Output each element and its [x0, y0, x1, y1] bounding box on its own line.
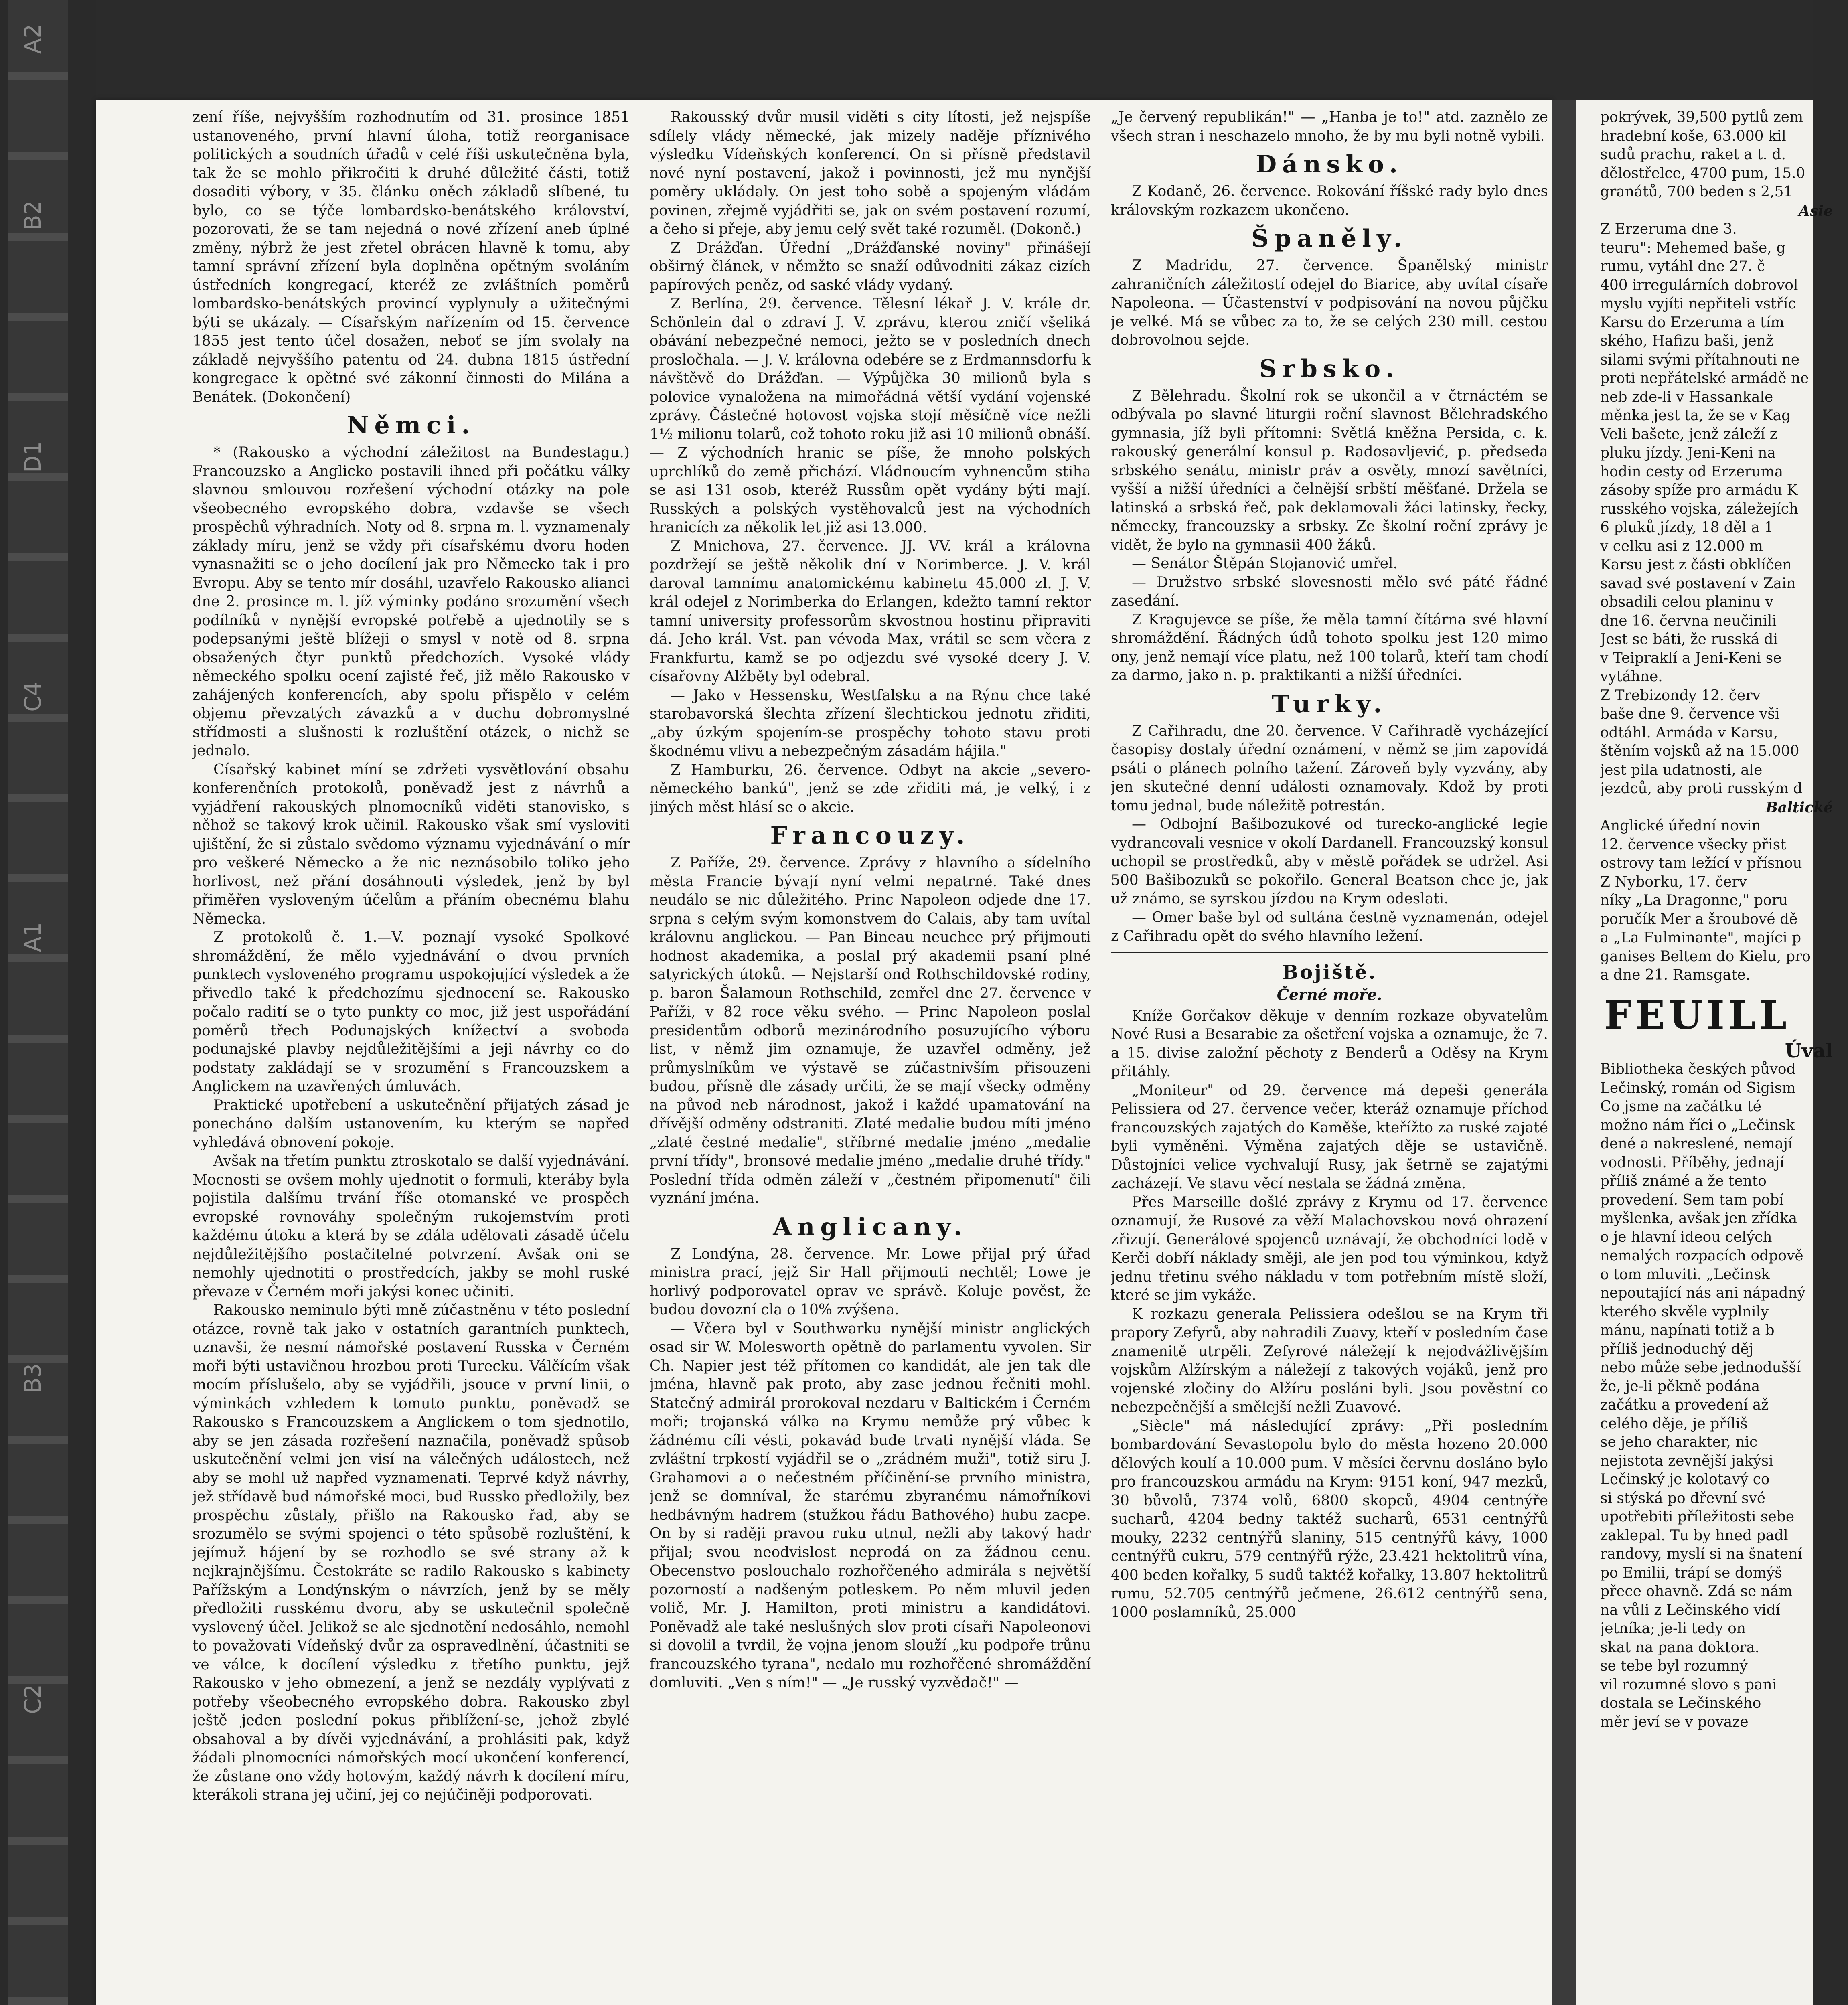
text-line: Lečinský, román od Sigism: [1600, 1079, 1796, 1096]
margin-mark: A1: [20, 922, 46, 952]
section-heading-dansko: Dánsko.: [1256, 150, 1403, 178]
text-line: Bibliotheka českých původ: [1600, 1061, 1796, 1077]
text-line: dené a nakreslené, nemají: [1600, 1136, 1793, 1152]
section-heading: Úval: [1785, 1039, 1833, 1062]
text-line: po Emilii, trápí se domýš: [1600, 1564, 1782, 1581]
paragraph: „Siècle" má následující zprávy: „Při posledním bombardování Sevastopolu bylo do města hozeno 20.000 dělových koulí a 10.000 pum. V měsíci červnu dosláno bylo pro francouzskou armádu na Krym: 9151 koní, 947 mezků, 30 bůvolů, 7374 volů, 6800 skopců, 4904 centnýře sucharů, 4204 bedny taktéž sucharů, 6531 centnýřů mouky, 2232 centnýřů slaniny, 515 centnýřů kávy, 1000 centnýřů cukru, 579 centnýřů rýže, 23.421 hektolitrů vína, 400 beden kořalky, 5 sudů taktéž kořalky, 13.807 hektolitrů rumu, 52.705 centnýřů ječmene, 26.612 centnýřů sena, 1000 poslamníků, 25.000: [1111, 1418, 1548, 1621]
text-line: možno nám říci o „Lečinsk: [1600, 1117, 1795, 1134]
paragraph: Z protokolů č. 1.—V. poznají vysoké Spolkové shromáždění, že mělo vyjednávání o dvou prvních punktech vysloveného programu uspokojující výsledek a že přivedlo také k předchozímu sjednocení se. Rakousko počalo radití se o tyto punkty co moc, již jest uspořádání poměrů třech Podunajských knížectví a svoboda podunajské plavby nejdůležitějšími a jeji návrhy co do podstaty zakládají se v srozumění s Francouzskem a Anglickem na uzavřených úmluvách.: [192, 929, 630, 1095]
text-line: skat na pana doktora.: [1600, 1639, 1760, 1656]
section-heading-francouzy: Francouzy.: [770, 822, 971, 850]
paragraph: — Družstvo srbské slovesnosti mělo své páté řádné zasedání.: [1111, 574, 1548, 609]
text-line: 400 irregulárních dobrovol: [1600, 277, 1798, 294]
paragraph: Z Paříže, 29. července. Zprávy z hlavního a sídelního města Francie bývají nyní velmi nepatrné. Také dnes neudálo se nic důležitého. Princ Napoleon odjede dne 17. srpna s celým svým komonstvem do Calais, aby tam uvítal královnu anglickou. — Pan Bineau neuchce prý přijmouti hodnost akademika, a poslal prý akademii psaní plné satyrických útoků. — Nejstarší ond Rothschildovské rodiny, p. baron Šalamoun Rothschild, zemřel dne 27. července v Paříži, v 82 roce věku svého. — Princ Napoleon poslal presidentům odborů mezinárodního posuzujícího výboru list, v němž jim oznamuje, že uzavřel odměny, jež průmyslníkům ve výstavě se zúčastnivším přisouzeni budou, přísně dle zásady určiti, že se mají všecky odměny na původ neb národnost, jakož i každé upamatování na dřívější odměny odstraniti. Zlaté medalie budou míti jméno „zlaté čestné medalie", stříbrné medalie jméno „medalie první třídy", bronsové medalie jméno „medalie druhé třídy." Poslední třída odměn záleží v „čestném připomenutí" čili vyznání jména.: [650, 855, 1091, 1207]
paragraph: „Moniteur" od 29. července má depeši generála Pelissiera od 27. července večer, kteráž oznamuje příchod francouzských zajatých do Kaměše, kteřížto za ruské zajaté byli vyměněni. Výměna zajatých děje se ustavičně. Důstojníci velice vychvalují Rusy, jak šetrně se zajatými zacházejí. Ve stavu věcí nestala se žádná změna.: [1111, 1082, 1548, 1192]
text-line: rusského vojska, záležejích: [1600, 500, 1799, 517]
text-line: Karsu do Erzeruma a tím: [1600, 314, 1785, 331]
text-line: pluku jízdy. Jeni-Keni na: [1600, 445, 1776, 461]
paragraph: Z Madridu, 27. července. Španělský ministr zahraničních záležitostí odejel do Biarice, aby uvítal císaře Napoleona. — Účastenství v podpisování na novou půjčku je velké. Má se vůbec za to, že se celých 230 mill. cestou dobrovolnou sejde.: [1111, 257, 1548, 348]
text-line: neb zde-li v Hassankale: [1600, 389, 1773, 405]
margin-mark: C4: [20, 682, 46, 712]
paragraph: „Je červený republikán!" — „Hanba je to!" atd. zaznělo ze všech stran i neschazelo mnoho, že by mu byli notně vybili.: [1111, 109, 1548, 144]
section-heading-nemci: Němci.: [346, 411, 476, 439]
text-line: Z Nyborku, 17. červ: [1600, 873, 1747, 890]
text-line: nebo může sebe jednodušší: [1600, 1359, 1801, 1376]
text-line: přece ohavně. Zdá se nám: [1600, 1583, 1793, 1600]
paragraph: Z Kragujevce se píše, že měla tamní čítárna své hlavní shromáždění. Řádných údů tohoto spolku jest 120 mimo ony, jenž nemají více platu, než 100 tolarů, kteří tam chodí za darmo, jako n. p. praktikanti a nižší úředníci.: [1111, 611, 1548, 684]
article-column-3: [1111, 108, 1548, 2005]
margin-mark: D1: [20, 441, 46, 473]
text-line: hodin cesty od Erzeruma: [1600, 463, 1783, 480]
paragraph: — Jako v Hessensku, Westfalsku a na Rýnu chce také starobavorská šlechta zřízení šlechtickou jednotu zřiditi, „aby úzkým spojením-se prospěchy tohoto stavu proti škodnému vlivu a nebezpečným zásadám hájila.": [650, 687, 1091, 759]
text-line: dne 16. června neučinili: [1600, 612, 1777, 629]
paragraph: Z Drážďan. Úřední „Drážďanské noviny" přinášejí obširný článek, v němžto se snaží odůvodniti zákaz cizích papírových peněz, od saské vlády vydaný.: [650, 239, 1091, 294]
section-heading-anglicany: Anglicany.: [773, 1213, 968, 1241]
paragraph: Přes Marseille došlé zprávy z Krymu od 17. července oznamují, že Rusové za věží Malachovskou nová ohrazení zřizují. Generálové spojenců uznávají, že obchodníci lodě v Kerči dobří náklady směji, ale jen pod tou výminkou, když jednu třetinu svého nákladu v tom potřebním místě složí, které se jim vykáže.: [1111, 1194, 1548, 1304]
text-line: Karsu jest z části obklíčen: [1600, 557, 1792, 573]
text-line: štěním vojsků až na 15.000: [1600, 743, 1799, 759]
text-line: rumu, vytáhl dne 27. č: [1600, 258, 1765, 275]
text-line: hradební koše, 63.000 kil: [1600, 128, 1786, 144]
text-line: mánu, napínati totiž a b: [1600, 1322, 1775, 1339]
text-line: ostrovy tam ležící v přísnou: [1600, 855, 1802, 871]
section-heading: Baltické: [1765, 799, 1833, 816]
paragraph: Praktické upotřebení a uskutečnění přijatých zásad je ponecháno dalším ustanovením, ku kterým se napřed vyhledává obnovení pokoje.: [192, 1097, 630, 1151]
text-line: proti nepřátelské armádě ne: [1600, 370, 1809, 387]
text-line: 12. července všecky přist: [1600, 836, 1786, 853]
paragraph: Z Hamburku, 26. července. Odbyt na akcie „severo-německého bankú", jenž se zde zřiditi má, je velký, i z jiných měst hlásí se o akcie.: [650, 761, 1091, 816]
margin-mark: B3: [20, 1363, 46, 1393]
section-heading-spanely: Španěly.: [1251, 225, 1408, 253]
text-line: teuru": Mehemed baše, g: [1600, 239, 1786, 256]
text-line: obsadili celou planinu v: [1600, 594, 1773, 610]
section-heading-srbsko: Srbsko.: [1259, 354, 1400, 383]
text-line: zásoby spíže pro armádu K: [1600, 482, 1798, 498]
subsection-heading-cerne-more: Černé moře.: [1277, 985, 1382, 1004]
paragraph: — Omer baše byl od sultána čestně vyznamenán, odejel z Cařihradu opět do svého hlavního ležení.: [1111, 909, 1548, 944]
text-line: Jest se báti, že russká di: [1600, 631, 1778, 648]
text-line: 6 pluků jízdy, 18 děl a 1: [1600, 519, 1774, 536]
text-line: příliš jednoduchý děj: [1600, 1341, 1753, 1357]
text-line: zaklepal. Tu by hned padl: [1600, 1527, 1788, 1544]
paragraph: Rakousko neminulo býti mně zúčastněnu v této poslední otázce, rovně tak jako v ostatních garantních punktech, uznavši, že nesmí námořské postavení Russka v Černém moři býti ustavičnou hrozbou proti Turecku. Válčícím však mocím příslušelo, aby se vyjádřili, jsouce v první linii, o výminkách vzhledem k tomuto punktu, poněvadž se Rakousko s Francouzskem a Anglickem o tom sjednotilo, aby se jen zásada rozřešení naznačila, poněvadž spůsob uskutečnění velmi jen visí na válečných událostech, než aby se mohl už napřed vyznamenati. Teprvé když návrhy, jež střídavě bud námořské moci, bud Russko předložily, bez prospěchu zůstaly, přišlo na Rakousko řad, aby se srozumělo se svými spojenci o této spůsobě rozluštění, k jejímuž hájení by se rozhodlo se své strany až k nejkrajnějšímu. Čestokráte se radilo Rakousko s kabinety Pařížským a Londýnským o návrzích, jenž by se měly předložiti russkému dvoru, aby se uskutečnil společně vyslovený účel. Jelikož se ale sjednotění nedosáhlo, nemohl to považovati Vídeňský dvůr za ospravedlnění, účastniti se ve válce, k docílení výsledku z třetího punktu, jejž Rakousko v jeho obmezení, a jenž se nezdály vyplývati z potřeby všeobecného evropského dobra. Rakousko zbyl ještě jeden poslední pokus přiblížení-se, jehož zbylé obsahoval a by dívěi vyjednávání, a prohlásiti pak, když žádali plnomocníci námořských mocí ukončení konferencí, že zůstane ono vždy hotovým, každý návrh k docílení míru, kterákoli strana jej učiní, jej co nejúčiněji podporovati.: [192, 1302, 630, 1803]
text-line: kterého skvěle vyplnily: [1600, 1303, 1769, 1320]
text-line: měr jeví se v povaze: [1600, 1713, 1749, 1730]
feuilleton-heading: FEUILL: [1604, 992, 1791, 1038]
section-heading: Asie: [1799, 202, 1833, 219]
text-line: si stýská po dřevní své: [1600, 1490, 1766, 1507]
text-line: se tebe byl rozumný: [1600, 1658, 1748, 1674]
paragraph: Avšak na třetím punktu ztroskotalo se další vyjednávání. Mocnosti se ovšem mohly ujednotit o formuli, kteráby byla pojistila dalšímu trvání říše otomanské ve prospěch evropské rovnováhy společným rukojemstvím proti každému útoku a která by se zdála udělovati zásadě účelu nejdůležitějšího postačitelné potvrzení. Avšak oni se nemohly ujednotiti o prostředcích, jakby se mohl ruské převaze v Černém moři jakýsi konec učiniti.: [192, 1153, 630, 1300]
text-line: v celku asi z 12.000 m: [1600, 538, 1763, 555]
text-line: příliš známé a že tento: [1600, 1173, 1767, 1189]
text-line: a dne 21. Ramsgate.: [1600, 967, 1751, 983]
text-line: odtáhl. Armáda v Karsu,: [1600, 724, 1778, 741]
paragraph: Rakousský dvůr musil viděti s city lítosti, jež nejspíše sdílely vlády německé, jak mizely naděje příznivého výsledku Vídeňských konferencí. On si přísně představil nové nyní postavení, jakož i povinnosti, jež mu nynější poměry ukládaly. On jest toho sobě a spojeným vládám povinen, zřejmě vyjádřiti se, jak on svém postavení rozumí, a čeho si přeje, aby jemu celý svět také rozuměl. (Dokonč.): [650, 109, 1091, 237]
text-line: že, je-li pěkně podána: [1600, 1378, 1760, 1395]
scanner-margin-marks: [12, 0, 72, 2005]
text-line: vytáhne.: [1600, 668, 1663, 685]
paragraph: K rozkazu generala Pelissiera odešlou se na Krym tři prapory Zefyrů, aby nahradili Zuavy, kteří v posledním čase znamenitě utrpěli. Zefyrové náležejí k nejodvážlivějším vojskům Alžírským a náležejí z takových vojáků, jenž pro vojenské zločiny do Alžíru posláni byli. Jsou pověstní co nebezpečnější a smělejší nežli Zuavové.: [1111, 1306, 1548, 1416]
margin-mark: A2: [20, 24, 46, 54]
margin-mark: B2: [20, 200, 46, 231]
paragraph: Z Berlína, 29. července. Tělesní lékař J. V. krále dr. Schönlein dal o zdraví J. V. zprávu, kterou zničí všeliká obávání nebezpečné nemoci, ježto se v posledních dnech prosločhala. — J. V. královna odebére se z Erdmannsdorfu k návštěvě do Drážďan. — Výpůjčka 30 milionů byla s polovice vynaložena na mimořádná větší vydání vojenské zprávy. Částečné hotovost vojska stojí měsíčně více nežli 1½ milionu tolarů, což tohoto roku již asi 10 milionů obnáší. — Z východních hranic se píše, že mnoho polských uprchlíků do země přichází. Vládnoucím vyhnencům stiha se asi 131 osob, kteréž Russům opět vydány býti mají. Rusských a polských vystěhovalců jest na východních hranicích za několik let již asi 13.000.: [650, 296, 1091, 536]
text-line: jest pila udatnosti, ale: [1600, 761, 1763, 778]
text-line: níky „La Dragonne," poru: [1600, 892, 1788, 909]
text-line: nejistota zevnější jakýsi: [1600, 1452, 1773, 1469]
text-line: Z Erzeruma dne 3.: [1600, 221, 1737, 237]
text-line: ganises Beltem do Kielu, pro: [1600, 948, 1811, 965]
text-line: Veli bašete, jenž záleží z: [1600, 426, 1777, 443]
paragraph: Z Kodaně, 26. července. Rokování říšské rady bylo dnes královským rozkazem ukončeno.: [1111, 183, 1548, 219]
text-line: jetníka; je-li tedy on: [1600, 1620, 1746, 1637]
text-line: silami svými přítahnouti ne: [1600, 351, 1800, 368]
paragraph: Z Londýna, 28. července. Mr. Lowe přijal prý úřad ministra prací, jejž Sir Hall přijmouti nechtěl; Lowe je horlivý podporovatel oprav ve správě. Koluje pověst, že budou dovozní cla o 10% zvýšena.: [650, 1246, 1091, 1318]
text-line: se jeho charakter, nic: [1600, 1434, 1758, 1450]
text-line: vil rozumné slovo s pani: [1600, 1676, 1777, 1693]
text-line: o je hlavní ideou celých: [1600, 1229, 1772, 1246]
text-line: myslu vyjíti nepřiteli vstříc: [1600, 296, 1796, 312]
text-line: v Teipraklí a Jeni-Keni se: [1600, 650, 1782, 666]
text-line: dělostřelce, 4700 pum, 15.0: [1600, 165, 1805, 182]
paragraph: Z Cařihradu, dne 20. července. V Cařihradě vycházející časopisy dostaly úřední oznámení, v němž se jim zapovídá psáti o plánech polního tažení. Zároveň byly vyzvány, aby jen skutečné denní události oznamovaly. Kdož by proti tomu jednal, bude náležitě potrestán.: [1111, 723, 1548, 814]
text-line: myšlenka, avšak jen zřídka: [1600, 1210, 1797, 1227]
text-line: savad své postavení v Zain: [1600, 575, 1796, 592]
text-line: dostala se Lečinského: [1600, 1695, 1761, 1711]
text-line: randovy, myslí si na šnatení: [1600, 1546, 1802, 1562]
paragraph: Císařský kabinet míní se zdržeti vysvětlování obsahu konferenčních protokolů, poněvadž jest z návrhů a vyjádření rakouských plnomocníků viděti stanovisko, s něhož se takový krok učinil. Rakousko však smí vysloviti ujištění, že si zůstalo svědomo významu vyjednávání o mír pro veškeré Německo a že nic neznásobilo toliko jeho horlivost, než přání dosáhnouti výsledek, jenž by byl přiměřen vysloveným účelům a přáním obecnému blahu Německa.: [192, 761, 630, 927]
paragraph: — Odbojní Bašibozukové od turecko-anglické legie vydrancovali vesnice v okolí Dardanell. Francouzský konsul uchopil se prostředků, aby v městě pořádek se udržel. Asi 500 Bašibozuků se pokořilo. General Beatson chce je, jak už známo, se syrskou jízdou na Krym odeslati.: [1111, 816, 1548, 907]
text-line: vodnosti. Příběhy, jednají: [1600, 1154, 1785, 1171]
text-line: ského, Hafizu baši, jenž: [1600, 333, 1773, 349]
article-column-2: [650, 108, 1091, 2005]
text-line: celého děje, je příliš: [1600, 1415, 1748, 1432]
text-line: Z Trebizondy 12. červ: [1600, 687, 1761, 704]
text-line: Anglické úřední novin: [1600, 818, 1761, 834]
text-line: a „La Fulminante", majíci p: [1600, 930, 1801, 946]
margin-mark: C2: [20, 1684, 46, 1714]
text-line: Co jsme na začátku té: [1600, 1098, 1762, 1115]
page-gutter: [1552, 100, 1576, 2005]
section-heading-bojiste: Bojiště.: [1282, 961, 1377, 984]
section-heading-turky: Turky.: [1271, 690, 1388, 718]
text-line: začátku a provedení až: [1600, 1397, 1769, 1413]
text-line: nemalých rozpacích odpově: [1600, 1248, 1803, 1264]
paragraph: Z Bělehradu. Školní rok se ukončil a v čtrnáctém se odbývala po slavné liturgii roční slavnost Bělehradského gymnasia, jíž byli přítomni: Světlá kněžna Persida, c. k. rakouský generální konsul p. Radosavljević, p. předseda srbského senátu, ministr práv a osvěty, mnozí savětníci, vyšší a nižší úředníci a čelnější srbští měšťané. Držela se latinská a srbská řeč, pak deklamovali žáci latinsky, řecky, německy, francouzsky a srbsky. Ze školní roční zprávy je vidět, že bylo na gymnasii 400 žáků.: [1111, 387, 1548, 553]
paragraph: — Senátor Štěpán Stojanović umřel.: [1132, 555, 1398, 572]
scanner-background-top: [0, 0, 1848, 100]
text-line: Lečinský je kolotavý co: [1600, 1471, 1770, 1488]
text-line: provedení. Sem tam pobí: [1600, 1191, 1784, 1208]
text-line: jezdců, aby proti rusským d: [1600, 780, 1803, 797]
section-divider: [1111, 952, 1548, 953]
text-line: sudů prachu, raket a t. d.: [1600, 146, 1786, 163]
paragraph: Kníže Gorčakov děkuje v denním rozkaze obyvatelům Nové Rusi a Besarabie za ošetření vojska a oznamuje, že 7. a 15. divise založní pěchoty z Benderů a Oděsy na Krym přitáhly.: [1111, 1007, 1548, 1080]
article-column-4-cropped: [1600, 108, 1841, 2005]
text-line: o tom mluviti. „Lečinsk: [1600, 1266, 1770, 1283]
text-line: poručík Mer a šroubové dě: [1600, 911, 1798, 928]
text-line: na vůli z Lečinského vidí: [1600, 1602, 1780, 1618]
article-column-1: [192, 108, 630, 2005]
text-line: měnka jest ta, že se v Kag: [1600, 407, 1791, 424]
paragraph: Z Mnichova, 27. července. JJ. VV. král a královna pozdržejí se ještě několik dní v Norimberce. J. V. král daroval tamnímu anatomickému kabinetu 45.000 zl. J. V. král odejel z Norimberka do Erlangen, kdežto tamní rektor tamní university professorům skvostnou hostinu připraviti dá. Jeho král. Vst. pan vévoda Max, vrátil se sem včera z Frankfurtu, kamž se po odjezdu své vysoké dcery J. V. císařovny Alžběty byl odebral.: [650, 538, 1091, 685]
text-line: pokrývek, 39,500 pytlů zem: [1600, 109, 1803, 126]
paragraph: — Včera byl v Southwarku nynější ministr anglických osad sir W. Molesworth opětně do parlamentu vyvolen. Sir Ch. Napier jest též přítomen co kandidát, ale jen tak dle jména, hlavně pak proto, aby zase jednou řečniti mohl. Statečný admirál prorokoval nezdaru v Baltickém i Černém moři; trojanská válka na Krymu nemůže prý vůbec k žádnému cíli vésti, pokavád bude trvati nynější vláda. Se zvláštní trpkostí vyjádřil se o „zrádném muži", totiž siru J. Grahamovi a o nečestném příčinění-se prvního ministra, jenž se domníval, že starému zbyranému námořníkovi hedbávným hadrem (stužkou řádu Bathového) hubu zacpe. On by si raději pravou ruku utnul, nežli aby takový hadr přijal; svou neodvislost neprodá on za žádnou cenu. Obecenstvo poslouchalo rozhořčeného admirála s největší pozorností a nadšeným potleskem. Po něm mluvil jeden volič, Mr. J. Hamilton, proti ministru a kandidátovi. Poněvadž ale také neslušných slov proti císaři Napoleonovi si dovolil a tvrdil, že vojna jenom slouží „ku podpoře trůnu francouzského tyrana", nedalo mu rozhořčené shromáždění domluviti. „Ven s ním!" — „Je russký vyzvědač!" —: [650, 1320, 1091, 1691]
text-line: upotřebiti příležitosti sebe: [1600, 1509, 1795, 1525]
text-line: baše dne 9. července vši: [1600, 706, 1780, 722]
text-line: granátů, 700 beden s 2,51: [1600, 184, 1793, 200]
text-line: nepoutající nás ani nápadný: [1600, 1285, 1806, 1301]
paragraph: * (Rakousko a východní záležitost na Bundestagu.) Francouzsko a Anglicko postavili ihned při počátku války slavnou smlouvou rozřešení východní otázky na pole všeobecného evropského dobra, vzdavše se všech prospěchů výhradních. Noty od 8. srpna m. l. vyznamenaly základy míru, jenž se vždy při císařskému dvoru hoden vynasnažiti se o jeho docílení jak pro Německo tak i pro Evropu. Aby se tento mír dosáhl, uzavřelo Rakousko alianci dne 2. prosince m. l. jíž výminky podáno srozumění všech podílníků v nynější evropské potřebě a ujednotily se s podepsanými ještě blížeji o smysl v notě od 8. srpna obsažených čtyr punktů předchozích. Vysoké vlády německého spolku ocení zajisté řeč, již mělo Rakousko v zahájených konferencích, aby spolu přispělo v celém objemu převzatých závazků a v duchu dobromyslné střídmosti a slušnosti k rozluštění otázek, o nichž se jednalo.: [192, 444, 630, 759]
paragraph: zení říše, nejvyšším rozhodnutím od 31. prosince 1851 ustanoveného, první hlavní úloha, totiž reorganisace politických a soudních úřadů v celé říši uskutečněna byla, tak že se mohlo přikročiti k druhé důležité části, totiž dosaditi výbory, v 35. článku oněch základů slíbené, tu bylo, co se týče lombardsko-benátského království, pozorovati, že se tam nejedná o nové zřízení aneb úplné změny, nýbrž že jest zřetel obrácen hlavně k tomu, aby tamní správní zřízení byla doplněna opětným svoláním ústředních kongregací, kteréž ze zvláštních poměrů lombardsko-benátských provincí vyplynuly a užitečnými býti se ukázaly. — Císařským nařízením od 15. července 1855 jest tento účel dosažen, neboť se jím svolaly na základě nejvyššího patentu od 24. dubna 1815 ústřední kongregace k opětné své zákonní činnosti do Milána a Benátek. (Dokončení): [192, 109, 630, 405]
